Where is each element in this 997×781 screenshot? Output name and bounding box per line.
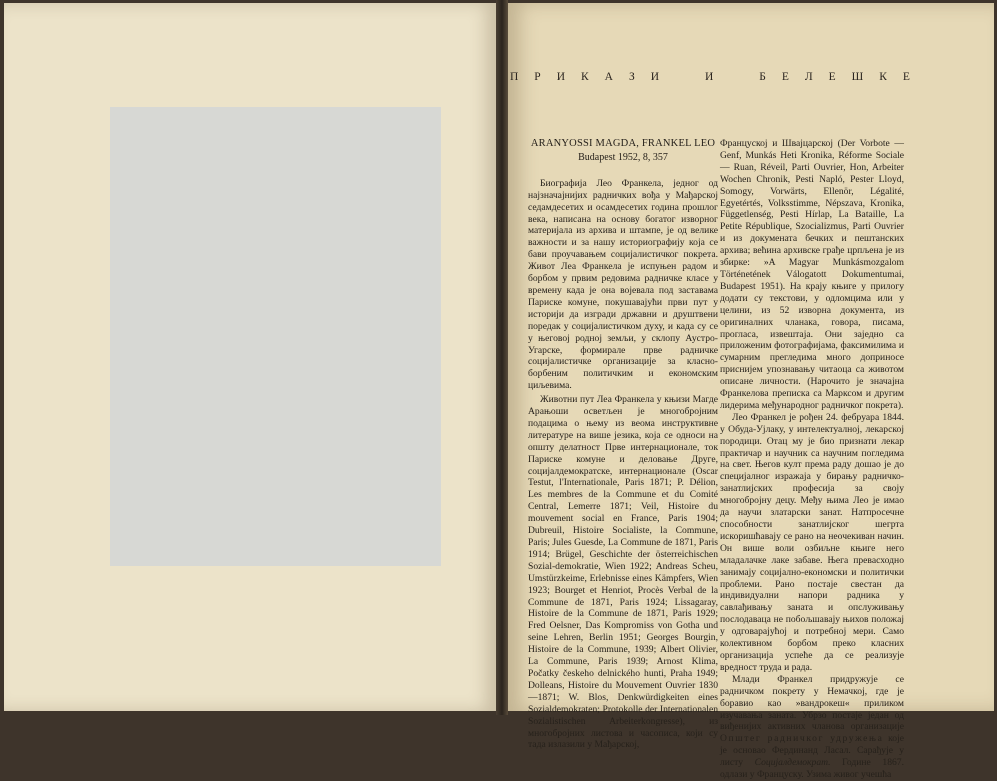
text-column-right <box>720 138 904 781</box>
running-head-letter: П <box>510 71 519 83</box>
book-publication-info: Budapest 1952, 8, 357 <box>578 151 668 163</box>
book-gutter <box>496 0 508 715</box>
running-head-letter: Е <box>828 71 836 83</box>
paragraph-text: Млади Франкел придружује се радничком покрету у Немачкој, где је боравио као »вандрокеш« приликом изучавања заната. Убрзо постаје један од виђенијих активних чланова организације <box>720 673 904 733</box>
paragraph: Француској и Швајцарској (Der Vorbote — Genf, Munkás Heti Kronika, Réforme Sociale — Ruan, Réveil, Parti Ouvrier, Hon, Arbeiter Wochen Chronik, Pesti Napló, Pester Lloyd, Somogy, Vorwärts, Ellenör, Légalité, Egyetértés, Volksstimme, Népszava, Kronika, Függetlenség, Pesti Hírlap, La Bataille, La Petite République, Szocializmus, Parti Ouvrier и из докумената бечких и пештанских архива; већина архивске грађе црпљена је из збирке: »A Magyar Munkásmozgalom Történetének Válogatott Dokumentumai, Budapest 1951). На крају књиге у прилогу додати су текстови, у одломцима или у целини, из 52 изворна документа, из оригиналних чланака, говора, писама, прогласа, извештаја. Они заједно са приложеним фотографијама, факсимилима и сумарним прегледима много доприносе приснијем упознавању читаоца са животом описане личности. (Нарочито је значајна Франкелова преписка са Марксом и другим лидерима међународног радничког покрета). <box>720 138 904 411</box>
paragraph <box>720 674 904 781</box>
running-head-letter: К <box>879 71 887 83</box>
paragraph-text: Године 1867. одлази у Француску. Узима живог учешћа <box>720 757 904 781</box>
running-head-letter: Е <box>781 71 789 83</box>
paragraph: Лео Франкел је рођен 24. фебруара 1844. у Обуда-Уjлаку, у интелектуалној, лекарској породици. Отац му је био признати лекар практичар и научник са научним погледима на свет. Његов култ према раду дошао је до специјалног изражаја у бирању радничко-занатлијских професија за своју многобројну децу. Међу њима Лео је имао да научи златарски занат. Натпросечне способности занатлијског шегрта искоришћавају се рано на неочекиван начин. Он више воли озбиљне књиге него младалачке лаке забаве. Њега превасходно занимају социјално-економски и политички проблеми. Рано постаје свестан да индивидуални напори радника у савлађивању заната и опслуживању послодаваца не побољшавају њихов положај у одговарајућој и потребној мери. Само колективном борбом преко класних организација успеће да се реализује вредност труда и рада. <box>720 411 904 673</box>
running-head <box>510 71 910 83</box>
paragraph: Биографија Лео Франкела, једног од најзначајнијих радничких вођа у Мађарској седамдесетих и осамдесетих година прошлог века, написана на основу богатог изворног материјала из архива и штампе, је од велике важности и за нашу историографију која се бави проучавањем социјалистичког покрета. Живот Леа Франкела је испуњен радом и борбом у првим редовима радничке класе у времену када је она војевала под заставама Париске комуне, покушавајући први пут у историји да изгради државни и друштвени поредак у социјалистичком духу, и када су се у његовој родној земљи, у склопу Аустро-Угарске, формирале прве радничке социјалистичке организације за класно-борбеним политичким и економским циљевима. <box>528 177 718 392</box>
running-head-letter: Е <box>902 71 910 83</box>
running-head-letter: Р <box>534 71 541 83</box>
paragraph: Животни пут Леа Франкела у књизи Магде Арањоши осветљен је многобројним подацима о њему из веома инструктивне литературе на више језика, која се односи на општу делатност Прве интернационале, ток Париске комуне и деловање Друге, социјалдемократске, интернационале (Oscar Testut, l'Internationale, Paris 1871; P. Délion, Les membres de la Commune et du Comité Central, Lemerre 1871; Veil, Histoire du mouvement social en France, Paris 1904; Dubreuil, Histoire Socialiste, la Commune, Paris; Jules Guesde, La Commune de 1871, Paris 1914; Brügel, Geschichte der österreichischen Sozial-demokratie, Wien 1922; Andreas Scheu, Umstürzkeime, Erlebnisse eines Kämpfers, Wien 1923; Bourget et Henriot, Procès Verbal de la Commune de 1871, Paris 1924; Lissagaray, Histoire de la Commune de 1871, Paris 1929; Fred Oelsner, Das Kompromiss von Gotha und seine Lehren, Berlin 1951; Georges Bourgin, Histoire de la Commune, 1939; Albert Olivier, La Commune, Paris 1939; Arnost Klima, Počatky českeho delnického hunti, Praha 1949; Dolleans, Histoire du Mouvement Ouvrier 1830—1871; W. Blos, Denkwürdigkeiten eines Sozialdemokraten; Protokolle der Internationalen Sozialistischen Arbeiterkongresse), из многобројних листова и часописа, који су тада излазили у Мађарској, <box>528 394 718 751</box>
running-head-letter: К <box>580 71 589 83</box>
running-head-letter: И <box>556 71 565 83</box>
paragraph-text: које је основао Фердинанд Ласал. Сарађује у листу <box>720 733 904 769</box>
running-head-letter: Л <box>804 71 813 83</box>
book-author: ARANYOSSI MAGDA, FRANKEL LEO <box>530 138 716 149</box>
running-head-letter: И <box>704 71 714 83</box>
running-head-letter: Б <box>759 71 766 83</box>
running-head-letter: А <box>604 71 613 83</box>
running-head-letter: Ш <box>851 71 864 83</box>
running-head-letter: И <box>650 71 659 83</box>
left-page <box>4 3 496 711</box>
blank-plate-area <box>110 107 441 566</box>
running-head-letter: З <box>628 71 635 83</box>
text-column-left <box>528 138 718 751</box>
italic-term: Социјалдемократ. <box>754 757 831 769</box>
emphasized-term: Општег радничког удружења <box>720 733 884 745</box>
